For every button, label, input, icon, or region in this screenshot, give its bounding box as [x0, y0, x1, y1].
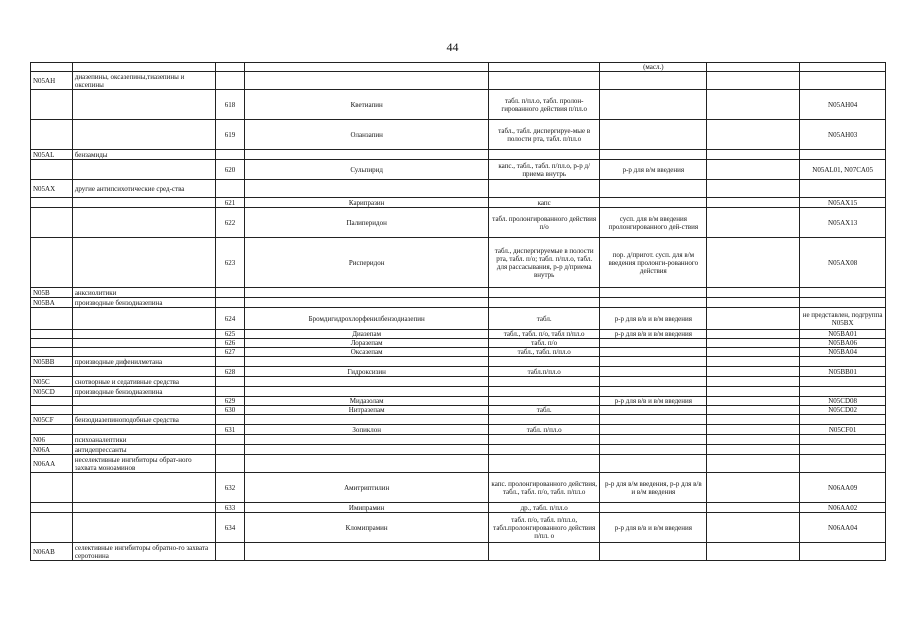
drug-name: Оланзапин — [245, 120, 489, 150]
dosage-form — [489, 357, 600, 367]
dosage-form — [489, 63, 600, 72]
empty-cell — [707, 435, 800, 445]
group-name: селективные ингибиторы обратно-го захвата серотонина — [72, 543, 215, 561]
atc-group-code — [31, 503, 73, 513]
empty-cell — [707, 120, 800, 150]
dosage-form — [489, 72, 600, 90]
atc-code — [800, 298, 886, 308]
row-number: 626 — [215, 339, 245, 348]
row-number: 620 — [215, 160, 245, 180]
group-name — [72, 308, 215, 330]
atc-code: N05AX13 — [800, 208, 886, 238]
drug-name: Палиперидон — [245, 208, 489, 238]
dosage-form — [489, 377, 600, 387]
dosage-form — [489, 543, 600, 561]
dosage-form: табл., табл. п/пл.о — [489, 348, 600, 357]
row-number — [215, 445, 245, 455]
atc-code: N05CD08 — [800, 397, 886, 406]
dosage-form-injection — [600, 298, 707, 308]
dosage-form-injection — [600, 455, 707, 473]
dosage-form-injection — [600, 180, 707, 198]
row-number — [215, 415, 245, 425]
drug-name: Сульпирид — [245, 160, 489, 180]
drug-name: Карипразин — [245, 198, 489, 208]
drug-name: Мидазолам — [245, 397, 489, 406]
table-row — [31, 397, 886, 406]
group-name — [72, 367, 215, 377]
atc-group-code — [31, 367, 73, 377]
drug-name: Оксазепам — [245, 348, 489, 357]
dosage-form-injection — [600, 120, 707, 150]
row-number: 634 — [215, 513, 245, 543]
group-name: неселективные ингибиторы обрат-ного захвата моноаминов — [72, 455, 215, 473]
dosage-form: капс., табл., табл. п/пл.о, р-р д/приема внутрь — [489, 160, 600, 180]
empty-cell — [707, 238, 800, 288]
row-number: 618 — [215, 90, 245, 120]
group-name: производные бензодиазепина — [72, 298, 215, 308]
dosage-form-injection: сусп. для в/м введения пролонгированного дей-ствия — [600, 208, 707, 238]
dosage-form — [489, 455, 600, 473]
table-row — [31, 63, 886, 72]
atc-group-code — [31, 208, 73, 238]
atc-group-code — [31, 425, 73, 435]
empty-cell — [707, 180, 800, 198]
dosage-form-injection: р-р для в/в и в/м введения — [600, 513, 707, 543]
table-row — [31, 330, 886, 339]
empty-cell — [707, 160, 800, 180]
empty-cell — [707, 473, 800, 503]
dosage-form-injection — [600, 406, 707, 415]
dosage-form: табл. — [489, 308, 600, 330]
dosage-form-injection — [600, 150, 707, 160]
group-name — [72, 90, 215, 120]
dosage-form — [489, 180, 600, 198]
group-name: производные дифенилметана — [72, 357, 215, 367]
drug-name: Нитразепам — [245, 406, 489, 415]
atc-code: не представлен, подгруппа N05BX — [800, 308, 886, 330]
atc-group-code: N05AX — [31, 180, 73, 198]
empty-cell — [707, 445, 800, 455]
atc-code: N05BA01 — [800, 330, 886, 339]
atc-code — [800, 377, 886, 387]
drug-name: Зопиклон — [245, 425, 489, 435]
dosage-form — [489, 288, 600, 298]
table-row — [31, 455, 886, 473]
group-name — [72, 339, 215, 348]
drug-name — [245, 72, 489, 90]
row-number — [215, 72, 245, 90]
table-row — [31, 150, 886, 160]
table-row — [31, 406, 886, 415]
row-number: 624 — [215, 308, 245, 330]
dosage-form-injection — [600, 445, 707, 455]
empty-cell — [707, 425, 800, 435]
empty-cell — [707, 357, 800, 367]
empty-cell — [707, 367, 800, 377]
table-row — [31, 473, 886, 503]
atc-group-code — [31, 63, 73, 72]
table-row — [31, 367, 886, 377]
drug-name — [245, 288, 489, 298]
atc-code — [800, 455, 886, 473]
atc-group-code: N05CF — [31, 415, 73, 425]
table-row — [31, 357, 886, 367]
atc-group-code — [31, 120, 73, 150]
row-number: 631 — [215, 425, 245, 435]
drug-name — [245, 377, 489, 387]
atc-group-code: N05BB — [31, 357, 73, 367]
group-name: бензамиды — [72, 150, 215, 160]
row-number — [215, 455, 245, 473]
dosage-form-injection — [600, 348, 707, 357]
drug-name — [245, 150, 489, 160]
empty-cell — [707, 150, 800, 160]
dosage-form: др., табл. п/пл.о — [489, 503, 600, 513]
atc-code: N05BA06 — [800, 339, 886, 348]
dosage-form: табл. п/пл.о — [489, 425, 600, 435]
row-number — [215, 435, 245, 445]
empty-cell — [707, 513, 800, 543]
atc-code: N05BB01 — [800, 367, 886, 377]
table-row — [31, 120, 886, 150]
dosage-form: табл., табл. п/о, табл п/пл.о — [489, 330, 600, 339]
empty-cell — [707, 415, 800, 425]
empty-cell — [707, 406, 800, 415]
dosage-form: капс — [489, 198, 600, 208]
atc-group-code: N06AA — [31, 455, 73, 473]
dosage-form: табл.п/пл.о — [489, 367, 600, 377]
dosage-form-injection: пор. д/пригот. сусп. для в/м введения пролонги-рованного действия — [600, 238, 707, 288]
drug-name — [245, 387, 489, 397]
atc-group-code: N05C — [31, 377, 73, 387]
table-row — [31, 348, 886, 357]
empty-cell — [707, 288, 800, 298]
dosage-form-injection — [600, 288, 707, 298]
dosage-form: табл. — [489, 406, 600, 415]
dosage-form: табл. п/о — [489, 339, 600, 348]
table-row — [31, 72, 886, 90]
drug-name — [245, 180, 489, 198]
dosage-form — [489, 387, 600, 397]
group-name — [72, 198, 215, 208]
dosage-form — [489, 415, 600, 425]
group-name: психоаналептики — [72, 435, 215, 445]
dosage-form: капс. пролонгированного действия, табл., табл. п/о, табл. п/пл.о — [489, 473, 600, 503]
atc-group-code — [31, 348, 73, 357]
atc-group-code — [31, 160, 73, 180]
table-row — [31, 238, 886, 288]
table-row — [31, 198, 886, 208]
atc-code — [800, 63, 886, 72]
empty-cell — [707, 298, 800, 308]
empty-cell — [707, 543, 800, 561]
drug-name: Диазепам — [245, 330, 489, 339]
atc-group-code: N06A — [31, 445, 73, 455]
dosage-form-injection — [600, 387, 707, 397]
row-number: 623 — [215, 238, 245, 288]
group-name — [72, 503, 215, 513]
group-name — [72, 348, 215, 357]
empty-cell — [707, 308, 800, 330]
atc-code: N05BA04 — [800, 348, 886, 357]
atc-code: N05AX15 — [800, 198, 886, 208]
atc-group-code — [31, 198, 73, 208]
dosage-form-injection — [600, 367, 707, 377]
table-row — [31, 308, 886, 330]
dosage-form-injection: р-р для в/в и в/м введения — [600, 397, 707, 406]
table-row — [31, 445, 886, 455]
drug-name: Бромдигидрохлорфенилбензодиазепин — [245, 308, 489, 330]
empty-cell — [707, 90, 800, 120]
dosage-form-injection — [600, 543, 707, 561]
group-name: антидепрессанты — [72, 445, 215, 455]
atc-group-code — [31, 339, 73, 348]
row-number: 632 — [215, 473, 245, 503]
drug-name: Амитриптилин — [245, 473, 489, 503]
dosage-form — [489, 435, 600, 445]
empty-cell — [707, 387, 800, 397]
atc-group-code — [31, 513, 73, 543]
empty-cell — [707, 208, 800, 238]
drug-name — [245, 435, 489, 445]
dosage-form-injection — [600, 415, 707, 425]
dosage-form-injection: р-р для в/м введения, р-р для в/в и в/м введения — [600, 473, 707, 503]
row-number: 627 — [215, 348, 245, 357]
group-name — [72, 513, 215, 543]
drug-name: Рисперидон — [245, 238, 489, 288]
table-row — [31, 180, 886, 198]
group-name: снотворные и седативные средства — [72, 377, 215, 387]
row-number — [215, 357, 245, 367]
drug-name: Лоразепам — [245, 339, 489, 348]
atc-code — [800, 357, 886, 367]
atc-code: N06AA09 — [800, 473, 886, 503]
dosage-form-injection — [600, 72, 707, 90]
atc-code — [800, 180, 886, 198]
atc-group-code — [31, 397, 73, 406]
dosage-form-injection — [600, 339, 707, 348]
table-row — [31, 425, 886, 435]
atc-code — [800, 445, 886, 455]
group-name — [72, 160, 215, 180]
table-row — [31, 435, 886, 445]
dosage-form-injection — [600, 357, 707, 367]
atc-group-code: N05CD — [31, 387, 73, 397]
dosage-form-injection: (масл.) — [600, 63, 707, 72]
dosage-form-injection — [600, 503, 707, 513]
drug-name — [245, 63, 489, 72]
row-number — [215, 180, 245, 198]
drug-name: Гидроксизин — [245, 367, 489, 377]
row-number — [215, 63, 245, 72]
row-number — [215, 377, 245, 387]
table-row — [31, 543, 886, 561]
atc-group-code — [31, 308, 73, 330]
dosage-form-injection — [600, 377, 707, 387]
group-name — [72, 120, 215, 150]
dosage-form — [489, 298, 600, 308]
atc-code — [800, 72, 886, 90]
table-row — [31, 288, 886, 298]
dosage-form-injection — [600, 198, 707, 208]
dosage-form: табл. п/о, табл. п/пл.о, табл.пролонгированного действия п/пл. о — [489, 513, 600, 543]
drug-name: Имипрамин — [245, 503, 489, 513]
atc-group-code — [31, 90, 73, 120]
atc-group-code: N05B — [31, 288, 73, 298]
drug-name — [245, 455, 489, 473]
empty-cell — [707, 63, 800, 72]
atc-group-code — [31, 406, 73, 415]
row-number — [215, 150, 245, 160]
drug-name — [245, 543, 489, 561]
row-number: 629 — [215, 397, 245, 406]
table-row — [31, 513, 886, 543]
dosage-form — [489, 397, 600, 406]
group-name — [72, 425, 215, 435]
group-name — [72, 63, 215, 72]
group-name — [72, 406, 215, 415]
table-row — [31, 503, 886, 513]
dosage-form — [489, 445, 600, 455]
atc-code: N05CD02 — [800, 406, 886, 415]
atc-group-code: N05AH — [31, 72, 73, 90]
atc-code — [800, 543, 886, 561]
empty-cell — [707, 330, 800, 339]
page-number: 44 — [446, 40, 459, 54]
empty-cell — [707, 72, 800, 90]
dosage-form-injection: р-р для в/м введения — [600, 160, 707, 180]
dosage-form-injection — [600, 435, 707, 445]
empty-cell — [707, 455, 800, 473]
atc-code — [800, 150, 886, 160]
drug-name: Кломипрамин — [245, 513, 489, 543]
atc-code: N05AH03 — [800, 120, 886, 150]
empty-cell — [707, 397, 800, 406]
atc-group-code — [31, 330, 73, 339]
row-number — [215, 288, 245, 298]
empty-cell — [707, 339, 800, 348]
group-name: бензодиазепиноподобные средства — [72, 415, 215, 425]
row-number: 619 — [215, 120, 245, 150]
table-row — [31, 208, 886, 238]
group-name — [72, 397, 215, 406]
atc-code: N05AL01, N07CA05 — [800, 160, 886, 180]
atc-code — [800, 288, 886, 298]
group-name: диазепины, оксазепины,тиазепины и оксепины — [72, 72, 215, 90]
group-name: производные бензодиазепина — [72, 387, 215, 397]
atc-group-code: N06 — [31, 435, 73, 445]
row-number: 621 — [215, 198, 245, 208]
row-number: 628 — [215, 367, 245, 377]
drug-name — [245, 357, 489, 367]
drug-table — [30, 62, 886, 561]
empty-cell — [707, 503, 800, 513]
dosage-form-injection — [600, 425, 707, 435]
dosage-form-injection — [600, 90, 707, 120]
row-number: 625 — [215, 330, 245, 339]
group-name — [72, 330, 215, 339]
table-body — [31, 63, 886, 561]
group-name — [72, 473, 215, 503]
dosage-form: табл. пролонгированного действия п/о — [489, 208, 600, 238]
drug-name — [245, 445, 489, 455]
group-name: другие антипсихотические сред-ства — [72, 180, 215, 198]
table-row — [31, 90, 886, 120]
drug-name — [245, 415, 489, 425]
table-row — [31, 160, 886, 180]
dosage-form: табл. п/пл.о, табл. пролон-гированного действия п/пл.о — [489, 90, 600, 120]
atc-code: N06AA02 — [800, 503, 886, 513]
table-row — [31, 415, 886, 425]
row-number — [215, 387, 245, 397]
table-row — [31, 377, 886, 387]
atc-code — [800, 387, 886, 397]
atc-group-code: N05BA — [31, 298, 73, 308]
row-number — [215, 543, 245, 561]
dosage-form: табл., диспергируемые в полости рта, табл. п/о; табл. п/пл.о, табл. для рассасывания, р-р д/приема внутрь — [489, 238, 600, 288]
drug-name: Кветиапин — [245, 90, 489, 120]
empty-cell — [707, 377, 800, 387]
empty-cell — [707, 348, 800, 357]
row-number — [215, 298, 245, 308]
drug-name — [245, 298, 489, 308]
group-name — [72, 238, 215, 288]
dosage-form-injection: р-р для в/в и в/м введения — [600, 308, 707, 330]
table-row — [31, 298, 886, 308]
dosage-form — [489, 150, 600, 160]
table-row — [31, 339, 886, 348]
atc-group-code: N06AB — [31, 543, 73, 561]
atc-code: N06AA04 — [800, 513, 886, 543]
atc-code: N05AH04 — [800, 90, 886, 120]
dosage-form-injection: р-р для в/в и в/м введения — [600, 330, 707, 339]
atc-group-code — [31, 473, 73, 503]
group-name — [72, 208, 215, 238]
row-number: 633 — [215, 503, 245, 513]
empty-cell — [707, 198, 800, 208]
atc-code: N05AX08 — [800, 238, 886, 288]
atc-code: N05CF01 — [800, 425, 886, 435]
atc-group-code — [31, 238, 73, 288]
group-name: анксиолитики — [72, 288, 215, 298]
atc-group-code: N05AL — [31, 150, 73, 160]
atc-code — [800, 435, 886, 445]
row-number: 630 — [215, 406, 245, 415]
table-row — [31, 387, 886, 397]
row-number: 622 — [215, 208, 245, 238]
atc-code — [800, 415, 886, 425]
dosage-form: табл., табл. диспергируе-мые в полости рта, табл. п/пл.о — [489, 120, 600, 150]
